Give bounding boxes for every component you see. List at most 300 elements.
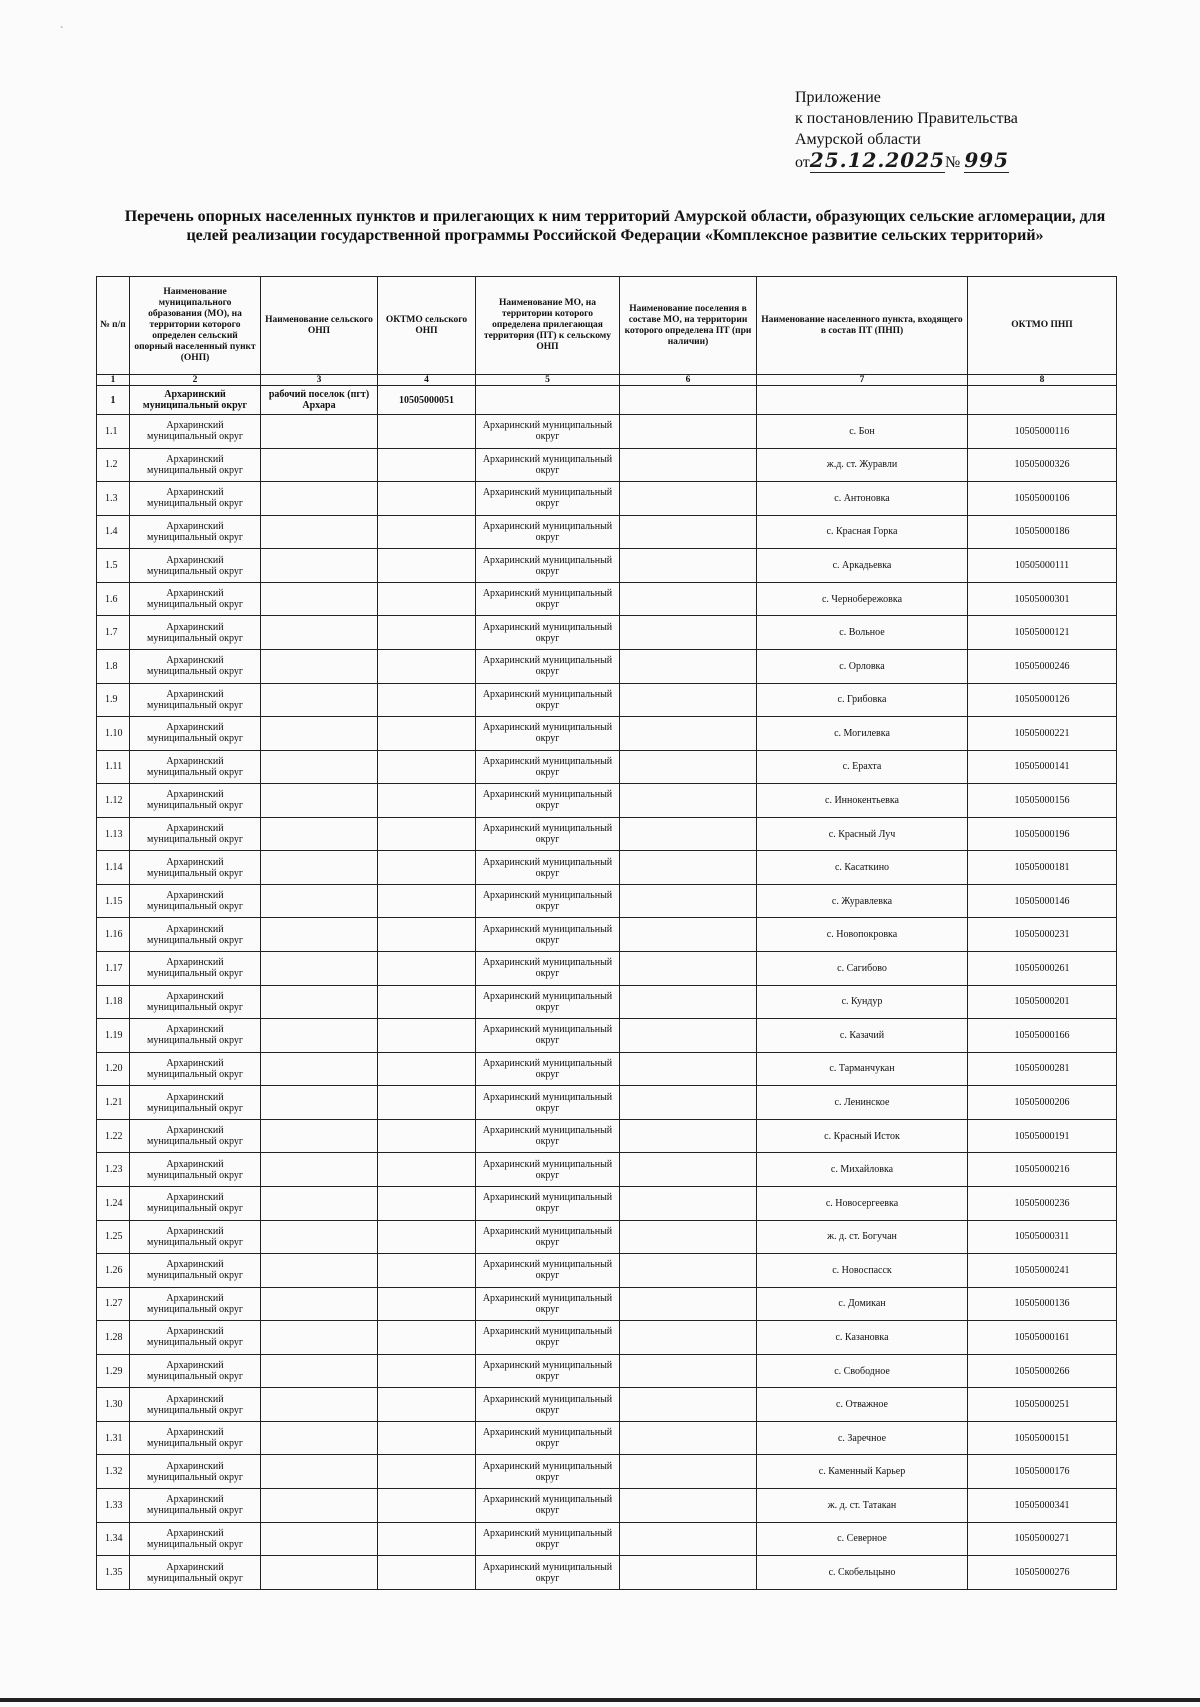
settlement-cell (620, 1019, 757, 1053)
row-number: 1.2 (97, 448, 130, 482)
empty-cell (968, 386, 1117, 415)
mo-cell: Архаринский муниципальный округ (130, 1489, 261, 1523)
oktmo-onp-cell (378, 717, 476, 751)
row-number: 1.4 (97, 515, 130, 549)
mo-cell: Архаринский муниципальный округ (130, 1455, 261, 1489)
header-cell: Наименование населенного пункта, входящего в состав ПТ (ПНП) (757, 277, 968, 375)
settlement-cell (620, 582, 757, 616)
pnp-cell: с. Михайловка (757, 1153, 968, 1187)
number-prefix: № (945, 154, 961, 171)
pt-mo-cell: Архаринский муниципальный округ (476, 1489, 620, 1523)
row-number: 1.30 (97, 1388, 130, 1422)
oktmo-pnp-cell: 10505000121 (968, 616, 1117, 650)
table-row (97, 549, 1117, 583)
pnp-cell: с. Журавлевка (757, 884, 968, 918)
empty-cell (620, 386, 757, 415)
mo-cell: Архаринский муниципальный округ (130, 985, 261, 1019)
settlement-cell (620, 415, 757, 449)
column-number: 3 (261, 375, 378, 386)
oktmo-onp-cell (378, 1186, 476, 1220)
mo-cell: Архаринский муниципальный округ (130, 1052, 261, 1086)
table-row (97, 918, 1117, 952)
mo-cell: Архаринский муниципальный округ (130, 448, 261, 482)
pt-mo-cell: Архаринский муниципальный округ (476, 448, 620, 482)
table-row (97, 1153, 1117, 1187)
oktmo-onp-cell (378, 884, 476, 918)
onp-cell (261, 952, 378, 986)
pnp-cell: с. Кундур (757, 985, 968, 1019)
pnp-cell: с. Аркадьевка (757, 549, 968, 583)
pt-mo-cell: Архаринский муниципальный округ (476, 1052, 620, 1086)
table-row (97, 1421, 1117, 1455)
table-row (97, 482, 1117, 516)
pt-mo-cell: Архаринский муниципальный округ (476, 1455, 620, 1489)
oktmo-onp-cell (378, 1421, 476, 1455)
pnp-cell: с. Ерахта (757, 750, 968, 784)
oktmo-pnp-cell: 10505000246 (968, 649, 1117, 683)
mo-cell: Архаринский муниципальный округ (130, 1254, 261, 1288)
header-cell: № п/п (97, 277, 130, 375)
pt-mo-cell: Архаринский муниципальный округ (476, 1321, 620, 1355)
oktmo-pnp-cell: 10505000281 (968, 1052, 1117, 1086)
settlement-cell (620, 1186, 757, 1220)
table-row (97, 784, 1117, 818)
mo-cell: Архаринский муниципальный округ (130, 817, 261, 851)
settlement-cell (620, 616, 757, 650)
settlement-cell (620, 851, 757, 885)
header-cell: ОКТМО ПНП (968, 277, 1117, 375)
settlement-cell (620, 717, 757, 751)
pnp-cell: с. Новопокровка (757, 918, 968, 952)
onp-cell (261, 582, 378, 616)
mo-cell: Архаринский муниципальный округ (130, 1522, 261, 1556)
oktmo-pnp-cell: 10505000196 (968, 817, 1117, 851)
column-number: 7 (757, 375, 968, 386)
onp-cell (261, 884, 378, 918)
settlement-cell (620, 1556, 757, 1590)
row-number: 1.29 (97, 1354, 130, 1388)
row-number: 1.11 (97, 750, 130, 784)
oktmo-onp-cell (378, 952, 476, 986)
settlement-cell (620, 1153, 757, 1187)
row-number: 1.21 (97, 1086, 130, 1120)
oktmo-pnp-cell: 10505000176 (968, 1455, 1117, 1489)
pnp-cell: ж. д. ст. Татакан (757, 1489, 968, 1523)
onp-cell (261, 1119, 378, 1153)
oktmo-pnp-cell: 10505000266 (968, 1354, 1117, 1388)
oktmo-pnp-cell: 10505000206 (968, 1086, 1117, 1120)
onp-cell (261, 515, 378, 549)
pt-mo-cell: Архаринский муниципальный округ (476, 616, 620, 650)
mo-cell: Архаринский муниципальный округ (130, 1186, 261, 1220)
oktmo-onp-cell (378, 817, 476, 851)
handwritten-number: 995 (964, 148, 1010, 172)
pt-mo-cell: Архаринский муниципальный округ (476, 952, 620, 986)
oktmo-onp-cell (378, 1455, 476, 1489)
row-number: 1.20 (97, 1052, 130, 1086)
onp-cell (261, 1086, 378, 1120)
settlement-cell (620, 1287, 757, 1321)
oktmo-pnp-cell: 10505000181 (968, 851, 1117, 885)
pt-mo-cell: Архаринский муниципальный округ (476, 1019, 620, 1053)
pnp-cell: с. Новосергеевка (757, 1186, 968, 1220)
oktmo-onp-cell (378, 482, 476, 516)
table-row (97, 683, 1117, 717)
header-cell: Наименование муниципального образования (МО), на территории которого определен сельский опорный населенный пункт (ОНП) (130, 277, 261, 375)
oktmo-onp-cell (378, 1086, 476, 1120)
oktmo-onp-cell (378, 1522, 476, 1556)
settlement-cell (620, 1421, 757, 1455)
settlement-cell (620, 918, 757, 952)
onp-cell (261, 616, 378, 650)
table-row (97, 952, 1117, 986)
oktmo-pnp-cell: 10505000261 (968, 952, 1117, 986)
settlement-cell (620, 515, 757, 549)
pt-mo-cell: Архаринский муниципальный округ (476, 1119, 620, 1153)
pnp-cell: с. Бон (757, 415, 968, 449)
mo-cell: Архаринский муниципальный округ (130, 1321, 261, 1355)
oktmo-onp-cell (378, 616, 476, 650)
mo-cell: Архаринский муниципальный округ (130, 386, 261, 415)
mo-cell: Архаринский муниципальный округ (130, 851, 261, 885)
oktmo-pnp-cell: 10505000126 (968, 683, 1117, 717)
onp-cell (261, 1220, 378, 1254)
scan-mark: ` (60, 26, 64, 37)
pnp-cell: с. Свободное (757, 1354, 968, 1388)
oktmo-onp-cell (378, 1052, 476, 1086)
settlement-cell (620, 1052, 757, 1086)
pt-mo-cell: Архаринский муниципальный округ (476, 482, 620, 516)
settlement-cell (620, 448, 757, 482)
oktmo-onp-cell (378, 683, 476, 717)
pnp-cell: с. Касаткино (757, 851, 968, 885)
pt-mo-cell: Архаринский муниципальный округ (476, 515, 620, 549)
row-number: 1.8 (97, 649, 130, 683)
settlement-cell (620, 1220, 757, 1254)
mo-cell: Архаринский муниципальный округ (130, 683, 261, 717)
row-number: 1.27 (97, 1287, 130, 1321)
row-number: 1.31 (97, 1421, 130, 1455)
onp-cell (261, 415, 378, 449)
table-row (97, 1522, 1117, 1556)
pnp-cell: с. Новоспасск (757, 1254, 968, 1288)
oktmo-onp-cell (378, 515, 476, 549)
header-cell: Наименование поселения в составе МО, на территории которого определена ПТ (при наличии) (620, 277, 757, 375)
table-row (97, 1220, 1117, 1254)
onp-cell (261, 1321, 378, 1355)
pt-mo-cell: Архаринский муниципальный округ (476, 1153, 620, 1187)
settlement-cell (620, 482, 757, 516)
onp-cell (261, 1254, 378, 1288)
row-number: 1.5 (97, 549, 130, 583)
mo-cell: Архаринский муниципальный округ (130, 549, 261, 583)
table-row (97, 448, 1117, 482)
onp-cell (261, 1186, 378, 1220)
settlement-cell (620, 1388, 757, 1422)
mo-cell: Архаринский муниципальный округ (130, 1388, 261, 1422)
row-number: 1.16 (97, 918, 130, 952)
settlement-cell (620, 952, 757, 986)
oktmo-pnp-cell: 10505000161 (968, 1321, 1117, 1355)
settlement-cell (620, 1254, 757, 1288)
table-row (97, 717, 1117, 751)
handwritten-date: 25.12.2025 (809, 148, 946, 172)
table-row (97, 1052, 1117, 1086)
onp-cell (261, 482, 378, 516)
mo-cell: Архаринский муниципальный округ (130, 918, 261, 952)
table-row (97, 884, 1117, 918)
pnp-cell: с. Сагибово (757, 952, 968, 986)
pt-mo-cell: Архаринский муниципальный округ (476, 1556, 620, 1590)
mo-cell: Архаринский муниципальный округ (130, 582, 261, 616)
pnp-cell: с. Северное (757, 1522, 968, 1556)
pnp-cell: с. Иннокентьевка (757, 784, 968, 818)
onp-cell (261, 918, 378, 952)
pnp-cell: с. Ленинское (757, 1086, 968, 1120)
annex-line-1: Приложение (795, 89, 881, 106)
oktmo-pnp-cell: 10505000216 (968, 1153, 1117, 1187)
pnp-cell: с. Казачий (757, 1019, 968, 1053)
column-number-row (97, 375, 1117, 386)
table-row (97, 1455, 1117, 1489)
onp-cell (261, 1421, 378, 1455)
onp-cell (261, 1052, 378, 1086)
pt-mo-cell: Архаринский муниципальный округ (476, 1186, 620, 1220)
pnp-cell: с. Красная Горка (757, 515, 968, 549)
settlement-cell (620, 1086, 757, 1120)
oktmo-onp-cell (378, 1119, 476, 1153)
pnp-cell: с. Каменный Карьер (757, 1455, 968, 1489)
oktmo-pnp-cell: 10505000301 (968, 582, 1117, 616)
onp-cell (261, 717, 378, 751)
row-number: 1.33 (97, 1489, 130, 1523)
oktmo-onp-cell (378, 1153, 476, 1187)
row-number: 1.23 (97, 1153, 130, 1187)
mo-cell: Архаринский муниципальный округ (130, 1354, 261, 1388)
row-number: 1.3 (97, 482, 130, 516)
mo-cell: Архаринский муниципальный округ (130, 649, 261, 683)
table-row (97, 1321, 1117, 1355)
oktmo-onp-cell (378, 649, 476, 683)
onp-cell (261, 1153, 378, 1187)
settlement-cell (620, 649, 757, 683)
row-number: 1.15 (97, 884, 130, 918)
row-number: 1.22 (97, 1119, 130, 1153)
row-number: 1.17 (97, 952, 130, 986)
oktmo-pnp-cell: 10505000251 (968, 1388, 1117, 1422)
oktmo-pnp-cell: 10505000141 (968, 750, 1117, 784)
table-row (97, 1489, 1117, 1523)
row-number: 1.1 (97, 415, 130, 449)
oktmo-pnp-cell: 10505000341 (968, 1489, 1117, 1523)
mo-cell: Архаринский муниципальный округ (130, 784, 261, 818)
onp-cell (261, 1522, 378, 1556)
pt-mo-cell: Архаринский муниципальный округ (476, 1287, 620, 1321)
annex-line-3: Амурской области (795, 131, 921, 148)
mo-cell: Архаринский муниципальный округ (130, 1421, 261, 1455)
pnp-cell: с. Могилевка (757, 717, 968, 751)
settlement-cell (620, 817, 757, 851)
row-number: 1.14 (97, 851, 130, 885)
date-prefix: от (795, 154, 810, 171)
settlement-cell (620, 1119, 757, 1153)
pt-mo-cell: Архаринский муниципальный округ (476, 784, 620, 818)
row-number: 1 (97, 386, 130, 415)
pnp-cell: с. Антоновка (757, 482, 968, 516)
pnp-cell: с. Чернобережовка (757, 582, 968, 616)
table-row (97, 582, 1117, 616)
oktmo-onp-cell (378, 784, 476, 818)
row-number: 1.7 (97, 616, 130, 650)
pnp-cell: ж.д. ст. Журавли (757, 448, 968, 482)
annex-line-2: к постановлению Правительства (795, 110, 1018, 127)
table-row (97, 817, 1117, 851)
settlement-cell (620, 1455, 757, 1489)
oktmo-pnp-cell: 10505000271 (968, 1522, 1117, 1556)
row-number: 1.10 (97, 717, 130, 751)
onp-cell (261, 683, 378, 717)
table-row (97, 616, 1117, 650)
pnp-cell: с. Отважное (757, 1388, 968, 1422)
pt-mo-cell: Архаринский муниципальный округ (476, 817, 620, 851)
onp-cell (261, 1354, 378, 1388)
oktmo-pnp-cell: 10505000326 (968, 448, 1117, 482)
onp-cell (261, 1388, 378, 1422)
oktmo-onp-cell (378, 1556, 476, 1590)
onp-cell (261, 1019, 378, 1053)
column-number: 6 (620, 375, 757, 386)
pt-mo-cell: Архаринский муниципальный округ (476, 884, 620, 918)
onp-cell (261, 649, 378, 683)
oktmo-onp-cell (378, 1388, 476, 1422)
settlement-cell (620, 1354, 757, 1388)
oktmo-onp-cell (378, 851, 476, 885)
oktmo-onp-cell: 10505000051 (378, 386, 476, 415)
empty-cell (476, 386, 620, 415)
row-number: 1.32 (97, 1455, 130, 1489)
pt-mo-cell: Архаринский муниципальный округ (476, 1254, 620, 1288)
settlement-cell (620, 1321, 757, 1355)
settlement-cell (620, 884, 757, 918)
settlement-cell (620, 683, 757, 717)
table-row (97, 1388, 1117, 1422)
oktmo-pnp-cell: 10505000186 (968, 515, 1117, 549)
settlement-cell (620, 1489, 757, 1523)
row-number: 1.28 (97, 1321, 130, 1355)
column-number: 8 (968, 375, 1117, 386)
oktmo-pnp-cell: 10505000106 (968, 482, 1117, 516)
row-number: 1.34 (97, 1522, 130, 1556)
oktmo-onp-cell (378, 985, 476, 1019)
pnp-cell: с. Тарманчукан (757, 1052, 968, 1086)
column-number: 2 (130, 375, 261, 386)
mo-cell: Архаринский муниципальный округ (130, 952, 261, 986)
header-cell: Наименование МО, на территории которого определена прилегающая территория (ПТ) к сельскому ОНП (476, 277, 620, 375)
pt-mo-cell: Архаринский муниципальный округ (476, 1220, 620, 1254)
pt-mo-cell: Архаринский муниципальный округ (476, 851, 620, 885)
oktmo-onp-cell (378, 582, 476, 616)
settlement-cell (620, 549, 757, 583)
pt-mo-cell: Архаринский муниципальный округ (476, 918, 620, 952)
pt-mo-cell: Архаринский муниципальный округ (476, 750, 620, 784)
oktmo-pnp-cell: 10505000276 (968, 1556, 1117, 1590)
pt-mo-cell: Архаринский муниципальный округ (476, 582, 620, 616)
mo-cell: Архаринский муниципальный округ (130, 1556, 261, 1590)
oktmo-pnp-cell: 10505000221 (968, 717, 1117, 751)
table-row (97, 985, 1117, 1019)
row-number: 1.19 (97, 1019, 130, 1053)
mo-cell: Архаринский муниципальный округ (130, 415, 261, 449)
mo-cell: Архаринский муниципальный округ (130, 1220, 261, 1254)
pt-mo-cell: Архаринский муниципальный округ (476, 1421, 620, 1455)
oktmo-onp-cell (378, 1321, 476, 1355)
table-row (97, 1254, 1117, 1288)
row-number: 1.26 (97, 1254, 130, 1288)
mo-cell: Архаринский муниципальный округ (130, 884, 261, 918)
pnp-cell: с. Орловка (757, 649, 968, 683)
table-row (97, 1287, 1117, 1321)
mo-cell: Архаринский муниципальный округ (130, 482, 261, 516)
mo-cell: Архаринский муниципальный округ (130, 1019, 261, 1053)
pnp-cell: с. Казановка (757, 1321, 968, 1355)
table-row (97, 415, 1117, 449)
table-row (97, 1119, 1117, 1153)
document-title: Перечень опорных населенных пунктов и прилегающих к ним территорий Амурской области, образующих сельские агломерации, для целей реализации государственной программы Российской Федерации «Комплексное развитие сельских территорий» (124, 208, 1106, 244)
pt-mo-cell: Архаринский муниципальный округ (476, 1388, 620, 1422)
table-row-main (97, 386, 1117, 415)
row-number: 1.18 (97, 985, 130, 1019)
table-row (97, 1186, 1117, 1220)
oktmo-onp-cell (378, 1019, 476, 1053)
pt-mo-cell: Архаринский муниципальный округ (476, 415, 620, 449)
mo-cell: Архаринский муниципальный округ (130, 1153, 261, 1187)
column-number: 4 (378, 375, 476, 386)
row-number: 1.12 (97, 784, 130, 818)
oktmo-pnp-cell: 10505000151 (968, 1421, 1117, 1455)
onp-cell (261, 1489, 378, 1523)
mo-cell: Архаринский муниципальный округ (130, 616, 261, 650)
oktmo-onp-cell (378, 549, 476, 583)
oktmo-onp-cell (378, 1220, 476, 1254)
oktmo-onp-cell (378, 1287, 476, 1321)
pt-mo-cell: Архаринский муниципальный округ (476, 1354, 620, 1388)
oktmo-onp-cell (378, 918, 476, 952)
oktmo-pnp-cell: 10505000111 (968, 549, 1117, 583)
oktmo-pnp-cell: 10505000241 (968, 1254, 1117, 1288)
table-row (97, 1019, 1117, 1053)
table-row (97, 750, 1117, 784)
mo-cell: Архаринский муниципальный округ (130, 1119, 261, 1153)
header-row (97, 277, 1117, 375)
table-row (97, 1556, 1117, 1590)
table-row (97, 851, 1117, 885)
mo-cell: Архаринский муниципальный округ (130, 515, 261, 549)
onp-cell (261, 985, 378, 1019)
pt-mo-cell: Архаринский муниципальный округ (476, 549, 620, 583)
oktmo-pnp-cell: 10505000136 (968, 1287, 1117, 1321)
pt-mo-cell: Архаринский муниципальный округ (476, 985, 620, 1019)
column-number: 1 (97, 375, 130, 386)
settlement-cell (620, 750, 757, 784)
settlement-cell (620, 985, 757, 1019)
pnp-cell: с. Вольное (757, 616, 968, 650)
pnp-cell: с. Красный Луч (757, 817, 968, 851)
mo-cell: Архаринский муниципальный округ (130, 1086, 261, 1120)
pnp-cell: с. Домикан (757, 1287, 968, 1321)
oktmo-pnp-cell: 10505000201 (968, 985, 1117, 1019)
onp-cell (261, 851, 378, 885)
scan-edge-line (0, 1698, 1200, 1702)
